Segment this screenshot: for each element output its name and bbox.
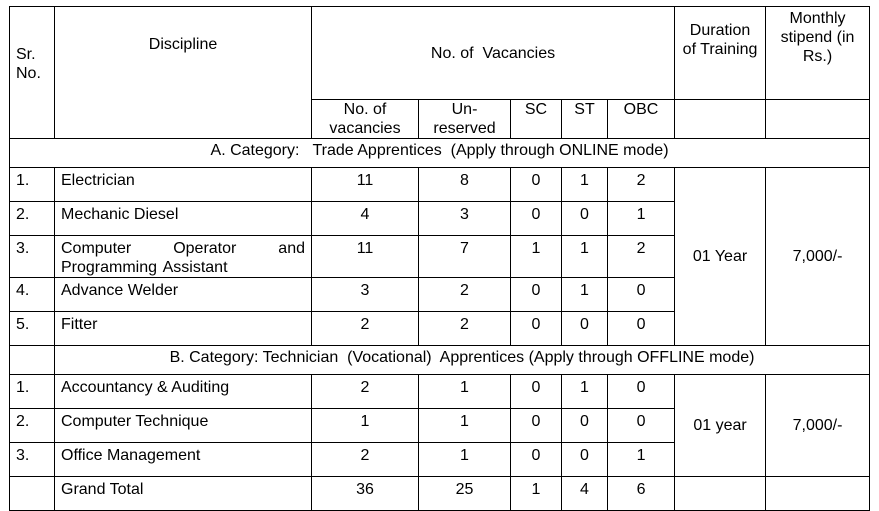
st-cell: 1	[562, 168, 608, 202]
obc-cell: 2	[608, 168, 675, 202]
obc-cell: 0	[608, 375, 675, 409]
vacancies-cell: 2	[312, 375, 419, 409]
duration-header: Duration of Training	[675, 7, 766, 100]
obc-cell: 2	[608, 236, 675, 278]
discipline-cell: Advance Welder	[55, 278, 312, 312]
grand-total-st: 4	[562, 477, 608, 511]
unreserved-cell: 1	[419, 409, 511, 443]
obc-cell: 0	[608, 278, 675, 312]
unreserved-cell: 8	[419, 168, 511, 202]
sc-header: SC	[511, 100, 562, 139]
sc-cell: 0	[511, 168, 562, 202]
vacancy-table	[9, 6, 870, 511]
sc-cell: 0	[511, 202, 562, 236]
discipline-cell: Computer Technique	[55, 409, 312, 443]
sr-cell: 1.	[10, 168, 55, 202]
sr-no-header-text: Sr. No.	[16, 45, 41, 82]
discipline-cell: Office Management	[55, 443, 312, 477]
duration-subheader-empty	[675, 100, 766, 139]
no-of-vacancies-header: No. of vacancies	[312, 100, 419, 139]
obc-cell: 1	[608, 443, 675, 477]
vacancies-cell: 1	[312, 409, 419, 443]
st-cell: 1	[562, 278, 608, 312]
category-b-duration: 01 year	[675, 375, 766, 477]
sc-cell: 0	[511, 312, 562, 346]
sr-no-header	[10, 7, 55, 139]
grand-total-sc: 1	[511, 477, 562, 511]
category-b-empty	[10, 346, 55, 375]
sc-cell: 0	[511, 375, 562, 409]
unreserved-cell: 2	[419, 278, 511, 312]
category-b-stipend: 7,000/-	[766, 375, 870, 477]
st-cell: 1	[562, 236, 608, 278]
grand-total-label: Grand Total	[55, 477, 312, 511]
category-a-duration: 01 Year	[675, 168, 766, 346]
sc-cell: 0	[511, 278, 562, 312]
grand-total-unreserved: 25	[419, 477, 511, 511]
category-b-row	[10, 346, 870, 375]
grand-total-stipend-empty	[766, 477, 870, 511]
unreserved-cell: 1	[419, 443, 511, 477]
grand-total-obc: 6	[608, 477, 675, 511]
sr-cell: 3.	[10, 443, 55, 477]
category-b-title: B. Category: Technician (Vocational) Apprentices (Apply through OFFLINE mode)	[55, 346, 870, 375]
stipend-header: Monthly stipend (in Rs.)	[766, 7, 870, 100]
st-header: ST	[562, 100, 608, 139]
discipline-cell: Computer Operator and Programming Assistant	[55, 236, 312, 278]
sr-cell: 3.	[10, 236, 55, 278]
discipline-header	[55, 7, 312, 139]
unreserved-header: Un-reserved	[419, 100, 511, 139]
vacancies-cell: 4	[312, 202, 419, 236]
category-a-row	[10, 139, 870, 168]
sr-cell: 5.	[10, 312, 55, 346]
grand-total-duration-empty	[675, 477, 766, 511]
discipline-cell: Accountancy & Auditing	[55, 375, 312, 409]
sc-cell: 0	[511, 443, 562, 477]
st-cell: 0	[562, 312, 608, 346]
grand-total-row	[10, 477, 870, 511]
sc-cell: 1	[511, 236, 562, 278]
obc-header: OBC	[608, 100, 675, 139]
vacancies-cell: 11	[312, 168, 419, 202]
sr-cell: 2.	[10, 409, 55, 443]
vacancies-cell: 3	[312, 278, 419, 312]
header-row	[10, 7, 870, 100]
stipend-subheader-empty	[766, 100, 870, 139]
grand-total-vacancies: 36	[312, 477, 419, 511]
sr-cell: 2.	[10, 202, 55, 236]
unreserved-cell: 3	[419, 202, 511, 236]
discipline-cell: Mechanic Diesel	[55, 202, 312, 236]
obc-cell: 0	[608, 409, 675, 443]
vacancies-cell: 2	[312, 312, 419, 346]
unreserved-cell: 2	[419, 312, 511, 346]
vacancies-cell: 2	[312, 443, 419, 477]
grand-total-sr-empty	[10, 477, 55, 511]
st-cell: 0	[562, 409, 608, 443]
vacancies-cell: 11	[312, 236, 419, 278]
sr-cell: 4.	[10, 278, 55, 312]
category-a-stipend: 7,000/-	[766, 168, 870, 346]
table-row	[10, 375, 870, 409]
st-cell: 0	[562, 202, 608, 236]
discipline-header-text: Discipline	[148, 35, 218, 53]
obc-cell: 0	[608, 312, 675, 346]
unreserved-cell: 7	[419, 236, 511, 278]
discipline-cell: Electrician	[55, 168, 312, 202]
vacancies-header: No. of Vacancies	[312, 7, 675, 100]
obc-cell: 1	[608, 202, 675, 236]
st-cell: 1	[562, 375, 608, 409]
table-row	[10, 168, 870, 202]
sc-cell: 0	[511, 409, 562, 443]
unreserved-cell: 1	[419, 375, 511, 409]
st-cell: 0	[562, 443, 608, 477]
category-a-title: A. Category: Trade Apprentices (Apply through ONLINE mode)	[10, 139, 870, 168]
discipline-cell: Fitter	[55, 312, 312, 346]
sr-cell: 1.	[10, 375, 55, 409]
